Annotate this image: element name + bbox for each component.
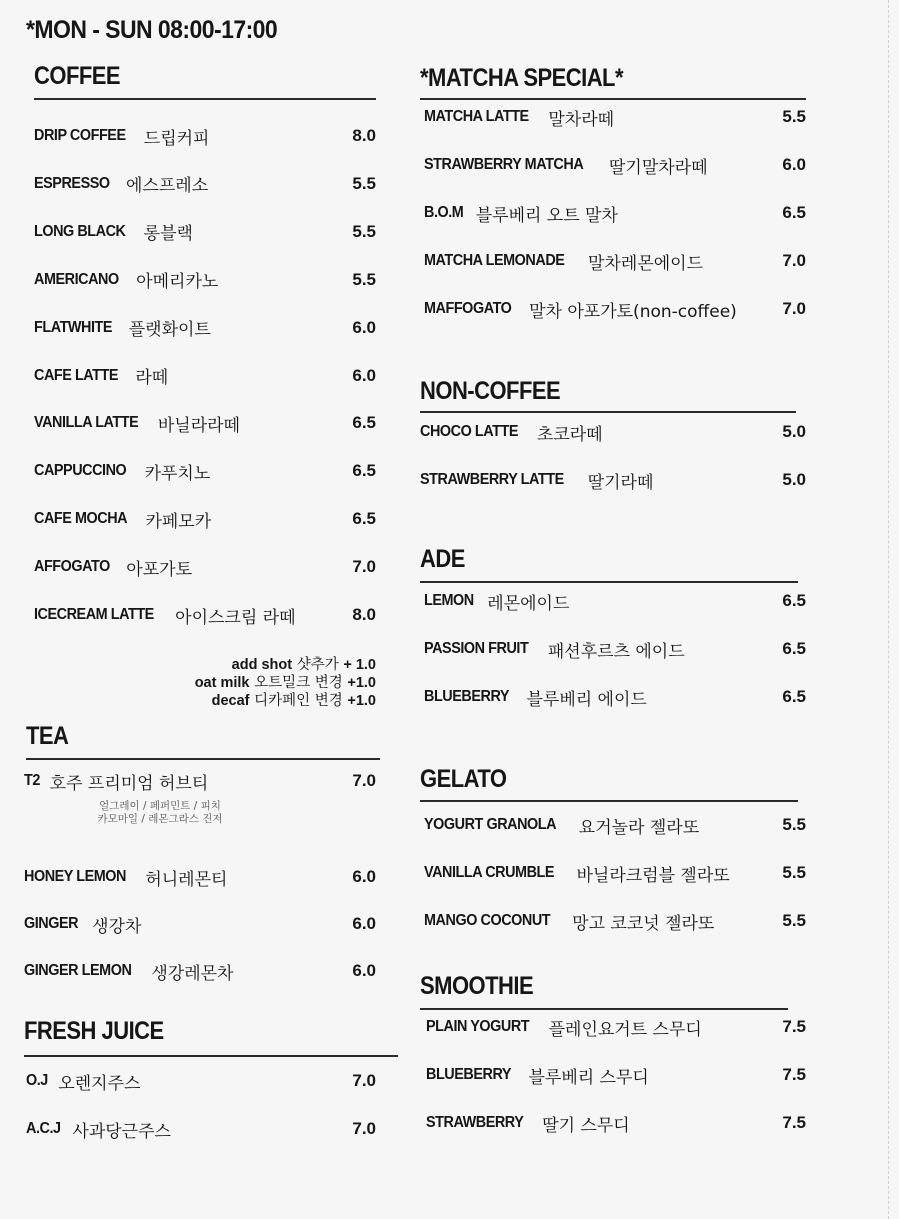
menu-item-price: 6.5 — [782, 203, 806, 222]
menu-item-price: 6.0 — [352, 867, 376, 886]
menu-item — [424, 104, 806, 130]
menu-item-price: 6.0 — [352, 914, 376, 933]
menu-item-korean-name: 생강차 — [92, 916, 142, 937]
menu-item — [34, 554, 376, 580]
menu-item-korean-name: 아이스크림 라떼 — [175, 607, 296, 628]
section-rule — [26, 758, 380, 760]
menu-item — [34, 315, 376, 341]
menu-item-name: AMERICANO — [34, 270, 119, 288]
extra-add-shot: add shot 샷추가 + 1.0 — [231, 657, 376, 673]
menu-item-name: STRAWBERRY — [426, 1114, 524, 1131]
menu-item — [34, 506, 376, 532]
section-rule — [420, 98, 806, 100]
menu-item-korean-name: 호주 프리미엄 허브티 — [49, 773, 209, 794]
menu-item-name: O.J — [26, 1072, 48, 1089]
menu-item-price: 7.0 — [352, 1071, 376, 1090]
menu-item-korean-name: 초코라떼 — [536, 424, 603, 445]
menu-item — [34, 458, 376, 484]
menu-item-price: 6.5 — [352, 509, 376, 529]
menu-item-price: 8.0 — [352, 605, 376, 624]
menu-item-name: YOGURT GRANOLA — [424, 816, 557, 833]
menu-item-price: 5.5 — [352, 173, 376, 193]
menu-item-korean-name: 블루베리 오트 말차 — [475, 205, 618, 226]
menu-item — [426, 1062, 806, 1088]
menu-item — [424, 200, 806, 226]
menu-item-name: HONEY LEMON — [24, 868, 126, 885]
menu-item — [424, 248, 806, 274]
menu-item-korean-name: 블루베리 스무디 — [528, 1067, 649, 1088]
menu-item-name: CHOCO LATTE — [420, 423, 518, 440]
coffee-extras — [150, 656, 376, 710]
menu-item — [24, 958, 376, 984]
menu-item-name: STRAWBERRY MATCHA — [424, 156, 584, 173]
menu-item-price: 6.0 — [352, 365, 376, 385]
menu-item — [424, 152, 806, 178]
menu-item-korean-name: 바닐라크럼블 젤라또 — [576, 865, 730, 886]
section-rule — [420, 1008, 788, 1010]
menu-item-korean-name: 요거놀라 젤라또 — [578, 817, 700, 838]
menu-item-korean-name: 라떼 — [135, 368, 169, 388]
menu-item-price: 7.0 — [352, 557, 376, 577]
extra-oat-milk: oat milk 오트밀크 변경 +1.0 — [194, 675, 376, 691]
menu-item-price: 7.5 — [782, 1017, 806, 1036]
section-title-gelato: GELATO — [420, 765, 507, 793]
menu-item — [24, 768, 376, 794]
section-title-tea: TEA — [26, 722, 69, 750]
menu-item — [34, 602, 376, 628]
menu-item-price: 6.0 — [782, 155, 806, 174]
menu-item — [424, 812, 806, 838]
section-title-non-coffee: NON-COFFEE — [420, 377, 561, 405]
menu-item-price: 6.0 — [352, 961, 376, 980]
menu-item-name: FLATWHITE — [34, 318, 113, 336]
section-rule — [24, 1055, 398, 1057]
menu-item-korean-name: 패션후르츠 에이드 — [547, 641, 685, 662]
menu-item-price: 5.5 — [782, 107, 806, 126]
menu-item-price: 5.5 — [352, 221, 376, 241]
menu-item-price: 6.0 — [352, 317, 376, 337]
section-rule — [420, 581, 798, 583]
menu-item-korean-name: 허니레몬티 — [145, 869, 228, 890]
menu-item-korean-name: 아포가토 — [126, 559, 192, 580]
menu-item-name: PASSION FRUIT — [424, 640, 529, 657]
menu-item-korean-name: 에스프레소 — [126, 176, 209, 197]
menu-item-name: BLUEBERRY — [426, 1066, 512, 1083]
menu-item-korean-name: 딸기라떼 — [587, 472, 654, 493]
menu-item — [424, 908, 806, 934]
page-edge — [888, 0, 889, 1219]
menu-item-korean-name: 망고 코코넛 젤라또 — [572, 913, 715, 934]
menu-item-name: MANGO COCONUT — [424, 912, 551, 929]
menu-item-korean-name: 말차 아포가토(non-coffee) — [529, 301, 737, 322]
opening-hours: *MON - SUN 08:00-17:00 — [26, 16, 278, 44]
menu-item-korean-name: 말차라떼 — [548, 109, 615, 130]
section-title-fresh-juice: FRESH JUICE — [24, 1017, 164, 1045]
menu-item-name: MATCHA LATTE — [424, 108, 529, 125]
menu-item-price: 7.0 — [782, 251, 806, 270]
menu-item-name: ESPRESSO — [34, 174, 110, 192]
menu-item-price: 6.5 — [352, 413, 376, 433]
menu-item-price: 8.0 — [352, 126, 376, 145]
menu-item — [34, 267, 376, 293]
menu-item-korean-name: 플레인요거트 스무디 — [548, 1019, 702, 1040]
menu-item — [424, 636, 806, 662]
menu-item — [424, 860, 806, 886]
section-title-coffee: COFFEE — [34, 62, 121, 90]
menu-item-price: 5.5 — [782, 863, 806, 882]
menu-item-name: LONG BLACK — [34, 222, 126, 240]
menu-item-korean-name: 말차레몬에이드 — [588, 253, 704, 274]
menu-item — [424, 296, 806, 322]
menu-item — [426, 1014, 806, 1040]
menu-item — [420, 467, 806, 493]
menu-item-price: 7.0 — [352, 771, 376, 790]
menu-item-name: ICECREAM LATTE — [34, 606, 154, 623]
section-title-ade: ADE — [420, 545, 465, 573]
menu-item-price: 7.0 — [352, 1119, 376, 1138]
menu-item-korean-name: 딸기말차라떼 — [608, 157, 708, 178]
menu-item-name: A.C.J — [26, 1120, 61, 1137]
menu-item-korean-name: 생강레몬차 — [151, 963, 234, 984]
menu-item-name: B.O.M — [424, 204, 464, 221]
menu-item-price: 7.5 — [782, 1065, 806, 1084]
menu-item-korean-name: 카페모카 — [145, 511, 212, 532]
menu-item-price: 5.0 — [782, 422, 806, 441]
menu-item-price: 5.5 — [782, 911, 806, 930]
menu-item-price: 6.5 — [782, 591, 806, 610]
section-rule — [420, 800, 798, 802]
menu-item-korean-name: 아메리카노 — [136, 272, 219, 293]
menu-item-name: PLAIN YOGURT — [426, 1018, 530, 1035]
menu-item-name: VANILLA CRUMBLE — [424, 864, 555, 881]
menu-item-price: 6.5 — [782, 639, 806, 658]
menu-item-name: STRAWBERRY LATTE — [420, 471, 564, 488]
menu-item-name: DRIP COFFEE — [34, 127, 126, 144]
menu-item — [26, 1116, 376, 1142]
menu-item-name: GINGER — [24, 915, 79, 932]
menu-item-price: 7.5 — [782, 1113, 806, 1132]
menu-item-price: 5.5 — [352, 269, 376, 289]
menu-item-price: 6.5 — [782, 687, 806, 706]
menu-item — [34, 363, 376, 389]
menu-item-price: 5.5 — [782, 815, 806, 834]
section-title-smoothie: SMOOTHIE — [420, 972, 534, 1000]
menu-item-name: MATCHA LEMONADE — [424, 252, 565, 269]
menu-item — [34, 171, 376, 197]
menu-item-name: GINGER LEMON — [24, 962, 132, 979]
menu-item-price: 6.5 — [352, 461, 376, 481]
menu-item-korean-name: 레몬에이드 — [487, 593, 570, 614]
section-rule — [420, 411, 796, 413]
menu-item-name: CAPPUCCINO — [34, 462, 127, 480]
menu-item-name: LEMON — [424, 592, 474, 609]
menu-item — [24, 911, 376, 937]
t2-flavor-note: 얼그레이 / 페퍼민트 / 피치 카모마일 / 레몬그라스 진저 — [97, 800, 223, 825]
menu-item — [34, 410, 376, 436]
menu-item — [34, 219, 376, 245]
menu-item-korean-name: 오렌지주스 — [58, 1073, 141, 1094]
menu-item-korean-name: 블루베리 에이드 — [526, 689, 647, 710]
menu-item — [424, 684, 806, 710]
menu-item-name: MAFFOGATO — [424, 300, 512, 317]
menu-item-name: CAFE MOCHA — [34, 510, 128, 528]
menu-item — [424, 588, 806, 614]
menu-item-korean-name: 롱블랙 — [143, 224, 193, 245]
section-title-matcha-special: *MATCHA SPECIAL* — [420, 64, 624, 92]
menu-item-name: CAFE LATTE — [34, 366, 119, 384]
extra-decaf: decaf 디카페인 변경 +1.0 — [211, 693, 376, 709]
menu-item-price: 7.0 — [782, 299, 806, 318]
menu-item — [426, 1110, 806, 1136]
menu-item-korean-name: 사과당근주스 — [72, 1121, 171, 1142]
menu-item-name: AFFOGATO — [34, 558, 110, 576]
menu-item — [34, 123, 376, 149]
menu-item-korean-name: 드립커피 — [143, 128, 210, 149]
menu-item-korean-name: 바닐라라떼 — [157, 415, 240, 436]
menu-item-korean-name: 딸기 스무디 — [542, 1115, 630, 1136]
menu-item — [26, 1068, 376, 1094]
menu-item — [24, 864, 376, 890]
menu-item-name: BLUEBERRY — [424, 688, 510, 705]
menu-item-price: 5.0 — [782, 470, 806, 489]
section-rule — [34, 98, 376, 100]
menu-item-name: VANILLA LATTE — [34, 414, 139, 432]
menu-item — [420, 419, 806, 445]
menu-item-name: T2 — [24, 772, 40, 789]
menu-item-korean-name: 카푸치노 — [144, 463, 211, 484]
menu-item-korean-name: 플랫화이트 — [128, 320, 211, 341]
